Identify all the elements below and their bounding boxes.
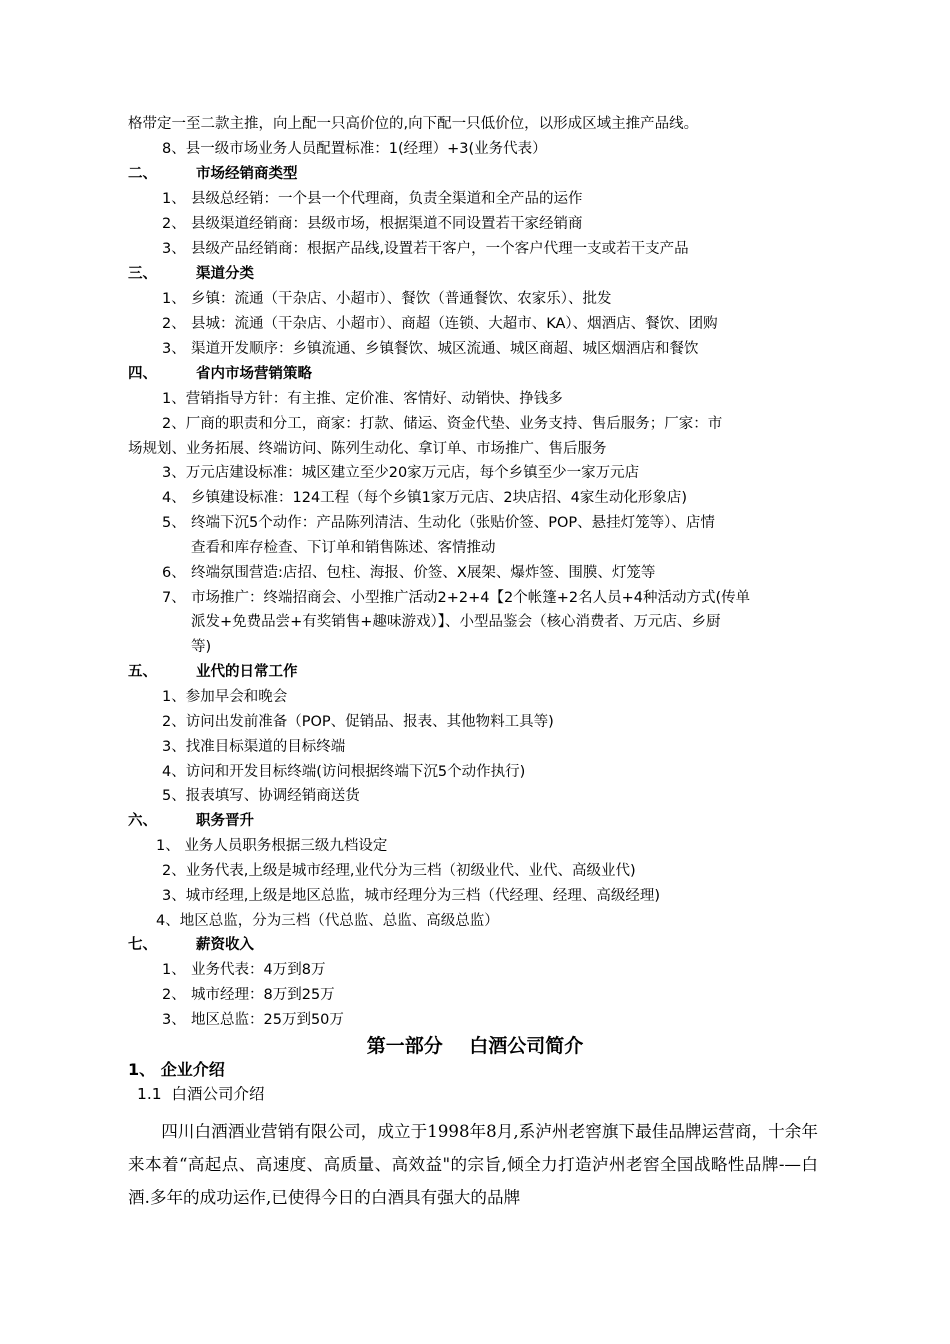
body-paragraph: 四川白酒酒业营销有限公司，成立于1998年8月,系泸州老窖旗下最佳品牌运营商，十余年来本着“高起点、高速度、高质量、高效益"的宗旨,倾全力打造泸州老窖全国战略性品牌-—白酒.多年的成功运作,已使得今日的白酒具有强大的品牌	[128, 1122, 818, 1207]
body-paragraph-block	[128, 1115, 818, 1214]
part-title: 第一部分 白酒公司简介	[366, 1035, 584, 1057]
document-page: 格带定一至二款主推，向上配一只高价位的,向下配一只低价位，以形成区域主推产品线。 8、县一级市场业务人员配置标准：1(经理）+3(业务代表） 二、 市场经销商类型 1、 县级总经销：一个县一个代理商，负责全渠道和全产品的运作 2、 县级渠道经销商：县级市场，根据渠道不同设置若干家经销商 3、 县级产品经销商：根据产品线,设置若干客户，一个客户代理一支或若干支产品 三、 渠道分类 1、 乡镇：流通（干杂店、小超市）、餐饮（普通餐饮、农家乐）、批发 2、 县城：流通（干杂店、小超市）、商超（连锁、大超市、KA）、烟酒店、餐饮、团购 3、 渠道开发顺序：乡镇流通、乡镇餐饮、城区流通、城区商超、城区烟酒店和餐饮 四、 省内市场营销策略 1、营销指导方针：有主推、定价准、客情好、动销快、挣钱多 2、厂商的职责和分工，商家：打款、储运、资金代垫、业务支持、售后服务；厂家：市 场规划、业务拓展、终端访问、陈列生动化、拿订单、市场推广、售后服务 3、万元店建设标准：城区建立至少20家万元店，每个乡镇至少一家万元店 4、 乡镇建设标准：124工程（每个乡镇1家万元店、2块店招、4家生动化形象店) 5、 终端下沉5个动作：产品陈列清洁、生动化（张贴价签、POP、悬挂灯笼等）、店情 查看和库存检查、下订单和销售陈述、客情推动 6、 终端氛围营造:店招、包柱、海报、价签、X展架、爆炸签、围膜、灯笼等 7、 市场推广：终端招商会、小型推广活动2+2+4【2个帐篷+2名人员+4种活动方式(传单 派发+免费品尝+有奖销售+趣味游戏）】、小型品鉴会（核心消费者、万元店、乡厨 等) 五、 业代的日常工作 1、参加早会和晚会 2、访问出发前准备（POP、促销品、报表、其他物料工具等) 3、找准目标渠道的目标终端 4、访问和开发目标终端(访问根据终端下沉5个动作执行) 5、报表填写、协调经销商送货 六、 职务晋升 1、 业务人员职务根据三级九档设定 2、业务代表,上级是城市经理,业代分为三档（初级业代、业代、高级业代) 3、城市经理,上级是地区总监，城市经理分为三档（代经理、经理、高级经理) 4、地区总监，分为三档（代总监、总监、高级总监） 七、 薪资收入 1、 业务代表：4万到8万 2、 城市经理：8万到25万 3、 地区总监：25万到50万 第一部分 白酒公司简介 1、 企业介绍 1.1 白酒公司介绍 四川白酒酒业营销有限公司，成立于1998年8月,系泸州老窖旗下最佳品牌运营商，十余年来本着“高起点、高速度、高质量、高效益"的宗旨,倾全力打造泸州老窖全国战略性品牌-—白酒.多年的成功运作,已使得今日的白酒具有强大的品牌	[0, 0, 950, 1344]
